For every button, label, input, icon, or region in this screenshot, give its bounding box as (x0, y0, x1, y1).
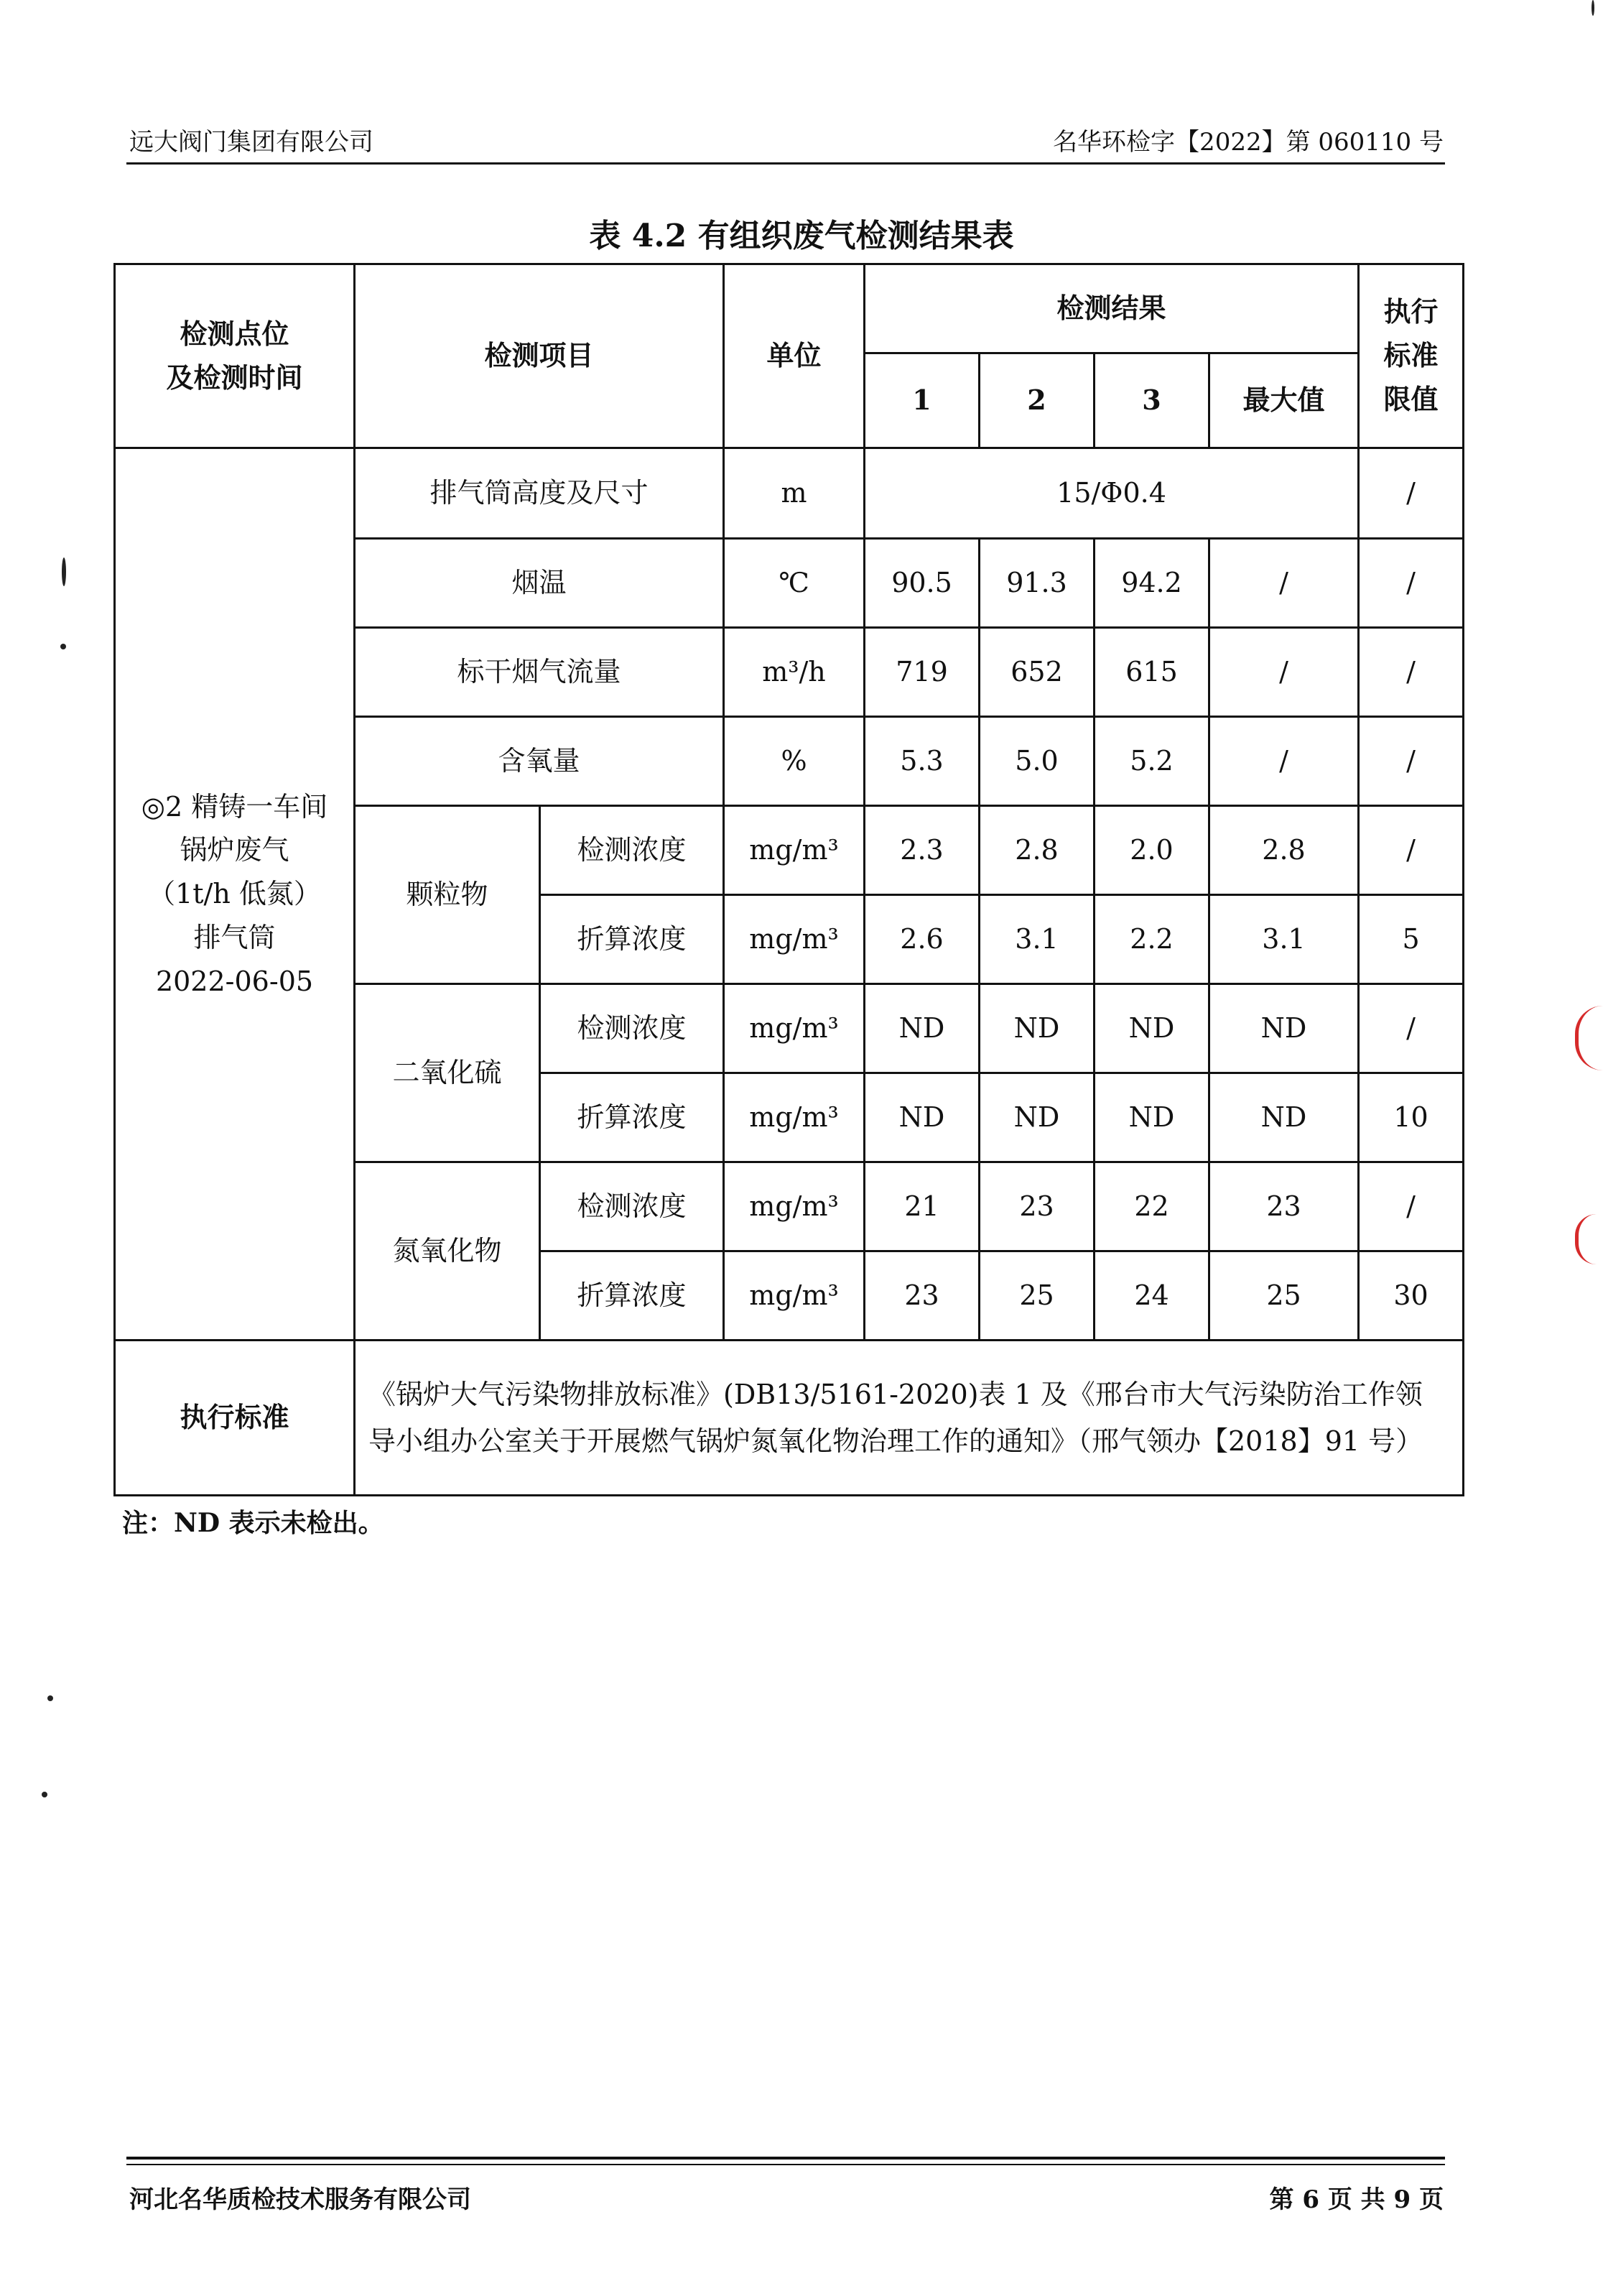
value-cell: 21 (865, 1162, 980, 1251)
value-cell: 5.2 (1095, 717, 1209, 806)
concentration-type-cell: 检测浓度 (540, 984, 724, 1073)
limit-cell: / (1359, 448, 1464, 539)
limit-cell: / (1359, 1162, 1464, 1251)
value-cell: 94.2 (1095, 539, 1209, 628)
merged-value-cell: 15/Φ0.4 (865, 448, 1359, 539)
value-cell: 23 (980, 1162, 1095, 1251)
scan-speck (42, 1792, 47, 1797)
emission-results-table (113, 263, 1464, 1496)
item-cell: 烟温 (355, 539, 724, 628)
unit-cell: ℃ (724, 539, 865, 628)
limit-cell: / (1359, 628, 1464, 717)
value-cell: 615 (1095, 628, 1209, 717)
unit-cell: % (724, 717, 865, 806)
footer-page-number: 第 6 页 共 9 页 (1269, 2185, 1444, 2214)
value-cell: 24 (1095, 1251, 1209, 1341)
unit-cell: m (724, 448, 865, 539)
header-divider (126, 162, 1445, 165)
seal-fragment (1575, 1006, 1603, 1070)
max-cell: 23 (1209, 1162, 1359, 1251)
scan-speck (47, 1695, 53, 1701)
item-header: 检测项目 (355, 264, 724, 448)
max-cell: / (1209, 539, 1359, 628)
value-cell: 2.8 (980, 806, 1095, 895)
max-cell: / (1209, 628, 1359, 717)
max-cell: ND (1209, 984, 1359, 1073)
pollutant-name-cell: 氮氧化物 (355, 1162, 540, 1341)
scan-speck (1592, 0, 1594, 16)
value-cell: 2.2 (1095, 895, 1209, 984)
concentration-type-cell: 折算浓度 (540, 1251, 724, 1341)
unit-cell: mg/m³ (724, 984, 865, 1073)
pollutant-name-cell: 颗粒物 (355, 806, 540, 984)
footer-lab-name: 河北名华质检技术服务有限公司 (129, 2185, 471, 2214)
value-cell: 719 (865, 628, 980, 717)
header-row-1 (115, 264, 1464, 353)
limit-cell: / (1359, 984, 1464, 1073)
item-cell: 排气筒高度及尺寸 (355, 448, 724, 539)
limit-header: 执行 标准 限值 (1359, 264, 1464, 448)
limit-cell: 5 (1359, 895, 1464, 984)
item-cell: 含氧量 (355, 717, 724, 806)
footer-divider-thin (126, 2164, 1445, 2165)
unit-cell: mg/m³ (724, 1162, 865, 1251)
note: 注：ND 表示未检出。 (122, 1508, 384, 1538)
value-cell: 2.6 (865, 895, 980, 984)
unit-header: 单位 (724, 264, 865, 448)
max-cell: / (1209, 717, 1359, 806)
max-header: 最大值 (1209, 353, 1359, 448)
result-2-header: 2 (980, 353, 1095, 448)
value-cell: 90.5 (865, 539, 980, 628)
value-cell: ND (980, 984, 1095, 1073)
value-cell: ND (865, 1073, 980, 1162)
value-cell: 22 (1095, 1162, 1209, 1251)
table-row (115, 448, 1464, 539)
item-cell: 标干烟气流量 (355, 628, 724, 717)
value-cell: ND (865, 984, 980, 1073)
value-cell: 5.0 (980, 717, 1095, 806)
value-cell: 91.3 (980, 539, 1095, 628)
limit-cell: / (1359, 717, 1464, 806)
value-cell: 23 (865, 1251, 980, 1341)
footer-divider (126, 2157, 1445, 2160)
standard-row (115, 1341, 1464, 1496)
seal-fragment (1575, 1214, 1603, 1264)
value-cell: ND (1095, 984, 1209, 1073)
limit-cell: / (1359, 806, 1464, 895)
header-company: 远大阀门集团有限公司 (129, 128, 373, 157)
value-cell: 2.3 (865, 806, 980, 895)
concentration-type-cell: 折算浓度 (540, 895, 724, 984)
unit-cell: m³/h (724, 628, 865, 717)
max-cell: 25 (1209, 1251, 1359, 1341)
unit-cell: mg/m³ (724, 1251, 865, 1341)
header-report-number: 名华环检字【2022】第 060110 号 (1053, 128, 1444, 157)
max-cell: 3.1 (1209, 895, 1359, 984)
max-cell: 2.8 (1209, 806, 1359, 895)
value-cell: 5.3 (865, 717, 980, 806)
value-cell: 3.1 (980, 895, 1095, 984)
value-cell: 652 (980, 628, 1095, 717)
concentration-type-cell: 检测浓度 (540, 1162, 724, 1251)
pollutant-name-cell: 二氧化硫 (355, 984, 540, 1162)
value-cell: ND (980, 1073, 1095, 1162)
limit-cell: / (1359, 539, 1464, 628)
unit-cell: mg/m³ (724, 806, 865, 895)
standard-label-cell: 执行标准 (115, 1341, 355, 1496)
result-3-header: 3 (1095, 353, 1209, 448)
concentration-type-cell: 检测浓度 (540, 806, 724, 895)
scan-speck (62, 557, 66, 586)
location-cell: ◎2 精铸一车间 锅炉废气 （1t/h 低氮） 排气筒 2022-06-05 (115, 448, 355, 1341)
limit-cell: 10 (1359, 1073, 1464, 1162)
scan-speck (60, 644, 66, 649)
table-title: 表 4.2 有组织废气检测结果表 (589, 218, 1014, 254)
results-header: 检测结果 (865, 264, 1359, 353)
value-cell: 25 (980, 1251, 1095, 1341)
concentration-type-cell: 折算浓度 (540, 1073, 724, 1162)
standard-text-cell: 《锅炉大气污染物排放标准》(DB13/5161-2020)表 1 及《邢台市大气污染防治工作领导小组办公室关于开展燃气锅炉氮氧化物治理工作的通知》（邢气领办【2018】91 号） (355, 1341, 1464, 1496)
result-1-header: 1 (865, 353, 980, 448)
value-cell: 2.0 (1095, 806, 1209, 895)
location-time-header: 检测点位 及检测时间 (115, 264, 355, 448)
unit-cell: mg/m³ (724, 1073, 865, 1162)
value-cell: ND (1095, 1073, 1209, 1162)
unit-cell: mg/m³ (724, 895, 865, 984)
limit-cell: 30 (1359, 1251, 1464, 1341)
max-cell: ND (1209, 1073, 1359, 1162)
